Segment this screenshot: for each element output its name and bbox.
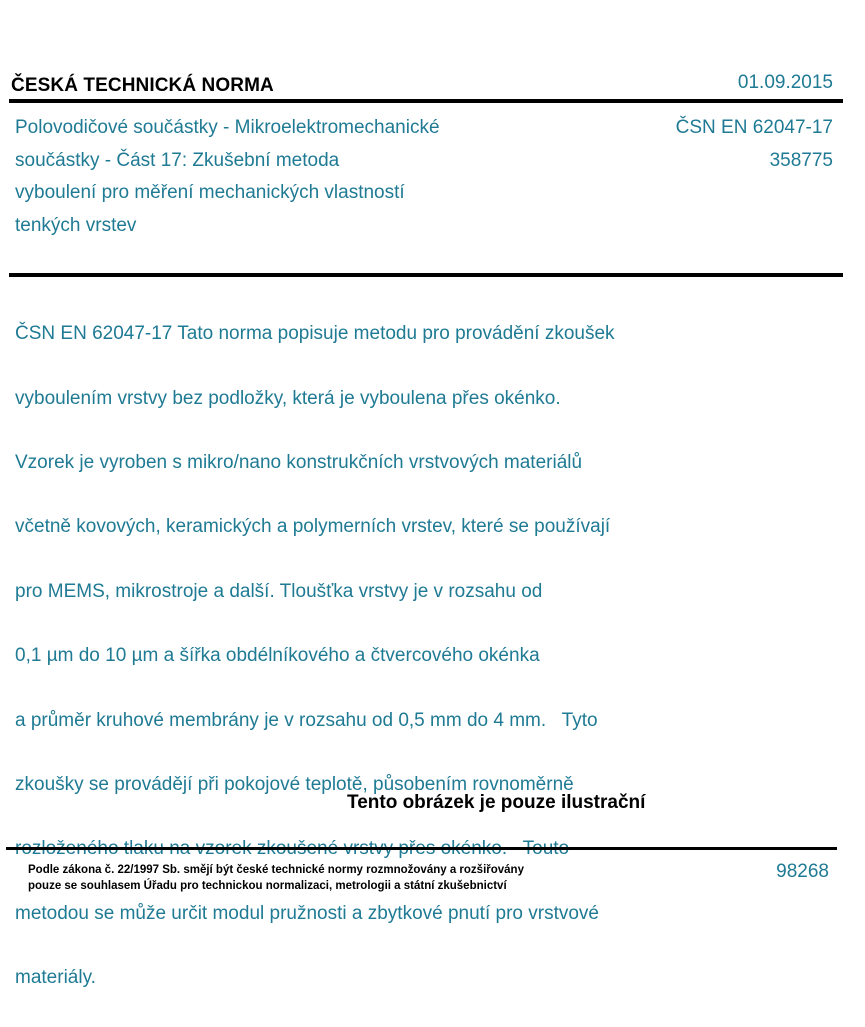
norm-code: ČSN EN 62047-17	[675, 117, 833, 138]
norm-title	[15, 112, 535, 242]
norm-identifiers	[676, 112, 833, 177]
header-divider	[9, 99, 843, 103]
document-heading: ČESKÁ TECHNICKÁ NORMA	[11, 75, 274, 96]
norm-title-line: součástky - Část 17: Zkušební metoda	[15, 149, 340, 171]
section-divider	[9, 273, 843, 277]
abstract-line: pro MEMS, mikrostroje a další. Tloušťka vrstvy je v rozsahu od	[15, 580, 543, 602]
legal-notice	[28, 862, 524, 894]
illustration-note: Tento obrázek je pouze ilustrační	[347, 792, 646, 813]
publication-date: 01.09.2015	[737, 72, 833, 93]
abstract-line: metodou se může určit modul pružnosti a zbytkové pnutí pro vrstvové	[15, 902, 599, 924]
norm-title-line: vyboulení pro měření mechanických vlastností	[15, 182, 405, 203]
legal-line: Podle zákona č. 22/1997 Sb. smějí být české technické normy rozmnožovány a rozšiřovány	[28, 864, 524, 876]
norm-title-line: Polovodičové součástky - Mikroelektromechanické	[15, 117, 440, 138]
abstract-line: zkoušky se provádějí při pokojové teplotě, působením rovnoměrně	[15, 774, 574, 796]
abstract-text	[15, 286, 715, 1027]
abstract-line: 0,1 µm do 10 µm a šířka obdélníkového a čtvercového okénka	[15, 645, 540, 667]
abstract-line: materiály.	[15, 967, 96, 989]
footer-divider	[6, 847, 837, 850]
abstract-line: ČSN EN 62047-17 Tato norma popisuje metodu pro provádění zkoušek	[15, 323, 615, 345]
norm-number: 358775	[769, 149, 833, 171]
legal-line: pouze se souhlasem Úřadu pro technickou normalizaci, metrologii a státní zkušebnictví	[28, 880, 507, 892]
document-id: 98268	[776, 861, 829, 882]
abstract-line: Vzorek je vyroben s mikro/nano konstrukčních vrstvových materiálů	[15, 452, 583, 474]
abstract-line: vyboulením vrstvy bez podložky, která je vyboulena přes okénko.	[15, 387, 561, 409]
abstract-line: a průměr kruhové membrány je v rozsahu od 0,5 mm do 4 mm. Tyto	[15, 709, 598, 731]
norm-title-line: tenkých vrstev	[15, 214, 137, 236]
abstract-line: včetně kovových, keramických a polymerních vrstev, které se používají	[15, 516, 611, 538]
